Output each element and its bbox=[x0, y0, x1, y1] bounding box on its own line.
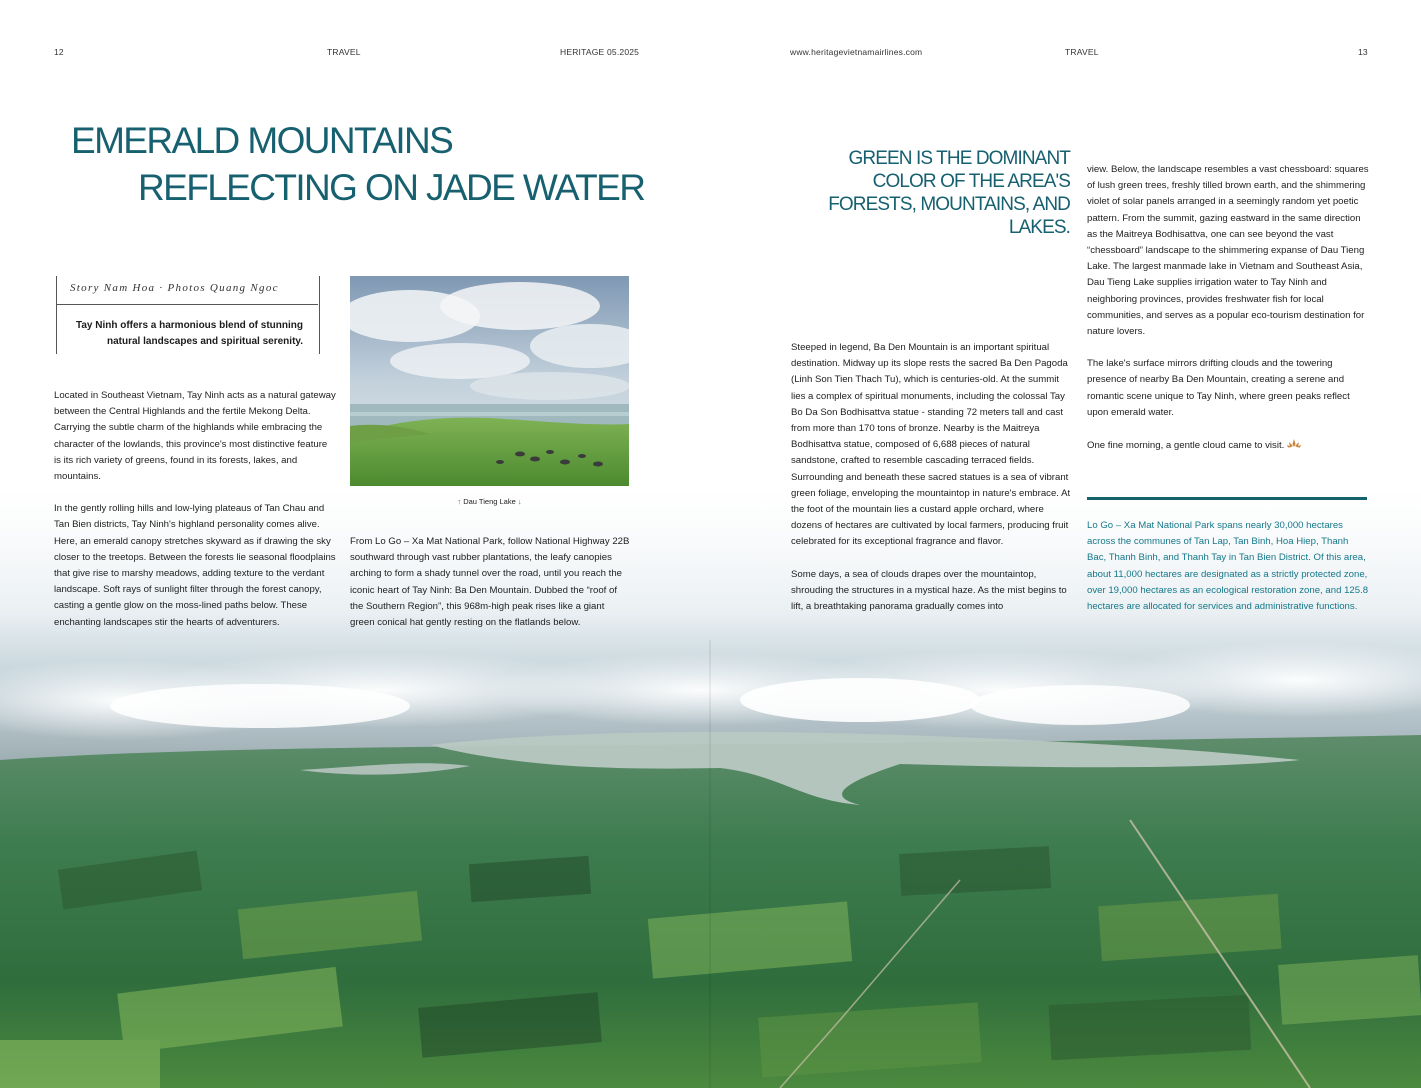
issue-label: HERITAGE 05.2025 bbox=[560, 47, 640, 57]
arrow-down-icon: ↓ bbox=[517, 497, 522, 506]
paragraph: In the gently rolling hills and low-lying plateaus of Tan Chau and Tan Bien districts, Tay Ninh's highland personality comes alive. Here, an emerald canopy stretches skyward as if drawing the sky closer to the treetops. Between the forests lie seasonal floodplains that give rise to marshy meadows, adding texture to the verdant landscape. Soft rays of sunlight filter through the forest canopy, casting a gentle glow on the moss-lined paths below. These enchanting landscapes stir the hearts of adventurers. bbox=[54, 503, 336, 628]
byline: Story Nam Hoa · Photos Quang Ngoc bbox=[70, 282, 279, 294]
section-label-right: TRAVEL bbox=[1065, 47, 1099, 57]
body-column-3 bbox=[791, 340, 1071, 631]
photo-caption-text: Dau Tieng Lake bbox=[463, 497, 516, 506]
arrow-up-icon: ↑ bbox=[457, 497, 462, 506]
photo-caption bbox=[350, 497, 629, 506]
paragraph: The lake's surface mirrors drifting clouds and the towering presence of nearby Ba Den Mountain, creating a serene and romantic scene unique to Tay Ninh, where green peaks reflect upon emerald water. bbox=[1087, 358, 1350, 418]
byline-divider bbox=[56, 304, 318, 305]
page-gutter bbox=[709, 640, 711, 1088]
body-column-4 bbox=[1087, 162, 1369, 470]
website-label: www.heritagevietnamairlines.com bbox=[790, 47, 923, 57]
body-column-1 bbox=[54, 388, 336, 647]
lake-photo-image bbox=[350, 276, 629, 486]
section-label-left: TRAVEL bbox=[327, 47, 361, 57]
page-number-left: 12 bbox=[54, 47, 64, 57]
paragraph: view. Below, the landscape resembles a vast chessboard: squares of lush green trees, freshly tilled brown earth, and the shimmering violet of solar panels arranged in a seemingly random yet poetic pattern. From the summit, gazing eastward in the same direction as the Maitreya Bodhisattva, one can see beyond the vast “chessboard” landscape to the shimmering expanse of Dau Tieng Lake. The largest manmade lake in Vietnam and Southeast Asia, Dau Tieng Lake supplies irrigation water to Tay Ninh and neighboring provinces, provides freshwater fish for local communities, and serves as a popular eco-tourism destination for nature lovers. bbox=[1087, 164, 1369, 338]
body-column-2 bbox=[350, 534, 630, 647]
paragraph: Some days, a sea of clouds drapes over the mountaintop, shrouding the structures in a mystical haze. As the mist begins to lift, a breathtaking panorama gradually comes into bbox=[791, 568, 1067, 613]
paragraph: Located in Southeast Vietnam, Tay Ninh acts as a natural gateway between the Central Highlands and the fertile Mekong Delta. Carrying the subtle charm of the highlands while embracing the character of the lowlands, this province's most distinctive feature is its rich variety of greens, found in its forests, lakes, and mountains. bbox=[54, 390, 336, 483]
paragraph-final bbox=[1087, 437, 1369, 454]
lake-photo bbox=[350, 276, 629, 486]
headline-line-2: REFLECTING ON JADE WATER bbox=[138, 167, 645, 208]
headline-line-1: EMERALD MOUNTAINS bbox=[71, 120, 453, 161]
standfirst: Tay Ninh offers a harmonious blend of stunning natural landscapes and spiritual serenity. bbox=[75, 320, 303, 347]
pull-quote: GREEN IS THE DOMINANT COLOR OF THE AREA'S FORESTS, MOUNTAINS, AND LAKES. bbox=[828, 148, 1070, 238]
lotus-icon bbox=[1287, 437, 1301, 453]
sidebar-fact-box: Lo Go – Xa Mat National Park spans nearly 30,000 hectares across the communes of Tan Lap, Tan Binh, Hoa Hiep, Thanh Bac, Thanh Binh, and Thanh Tay in Tan Bien District. Of this area, about 11,000 hectares are designated as a strictly protected zone, over 19,000 hectares as an ecological restoration zone, and 125.8 hectares are allocated for services and administrative functions. bbox=[1087, 520, 1369, 613]
paragraph: From Lo Go – Xa Mat National Park, follow National Highway 22B southward through vast rubber plantations, the leafy canopies arching to form a shady tunnel over the road, until you reach the iconic heart of Tay Ninh: Ba Den Mountain. Dubbed the “roof of the Southern Region”, this 968m-high peak rises like a giant green conical hat gently resting on the flatlands below. bbox=[350, 536, 630, 629]
sidebar-rule bbox=[1087, 497, 1367, 500]
paragraph-final-text: One fine morning, a gentle cloud came to visit. bbox=[1087, 440, 1285, 452]
paragraph: Steeped in legend, Ba Den Mountain is an important spiritual destination. Midway up its slope rests the sacred Ba Den Pagoda (Linh Son Tien Thach Tu), which is centuries-old. At the summit lies a complex of spiritual monuments, including the colossal Tay Bo Da Son Bodhisattva statue - standing 72 meters tall and cast from more than 170 tons of bronze. Nearby is the Maitreya Bodhisattva statue, composed of 6,688 pieces of natural sandstone, crafted to resemble cascading terraced fields. Surrounding and beneath these sacred statues is a sea of vibrant green foliage, enveloping the mountaintop in nature's embrace. At the foot of the mountain lies a custard apple orchard, where dozens of hectares are cultivated by local farmers, producing fruit celebrated for its exceptional fragrance and flavor. bbox=[791, 342, 1071, 548]
page-number-right: 13 bbox=[1358, 47, 1368, 57]
